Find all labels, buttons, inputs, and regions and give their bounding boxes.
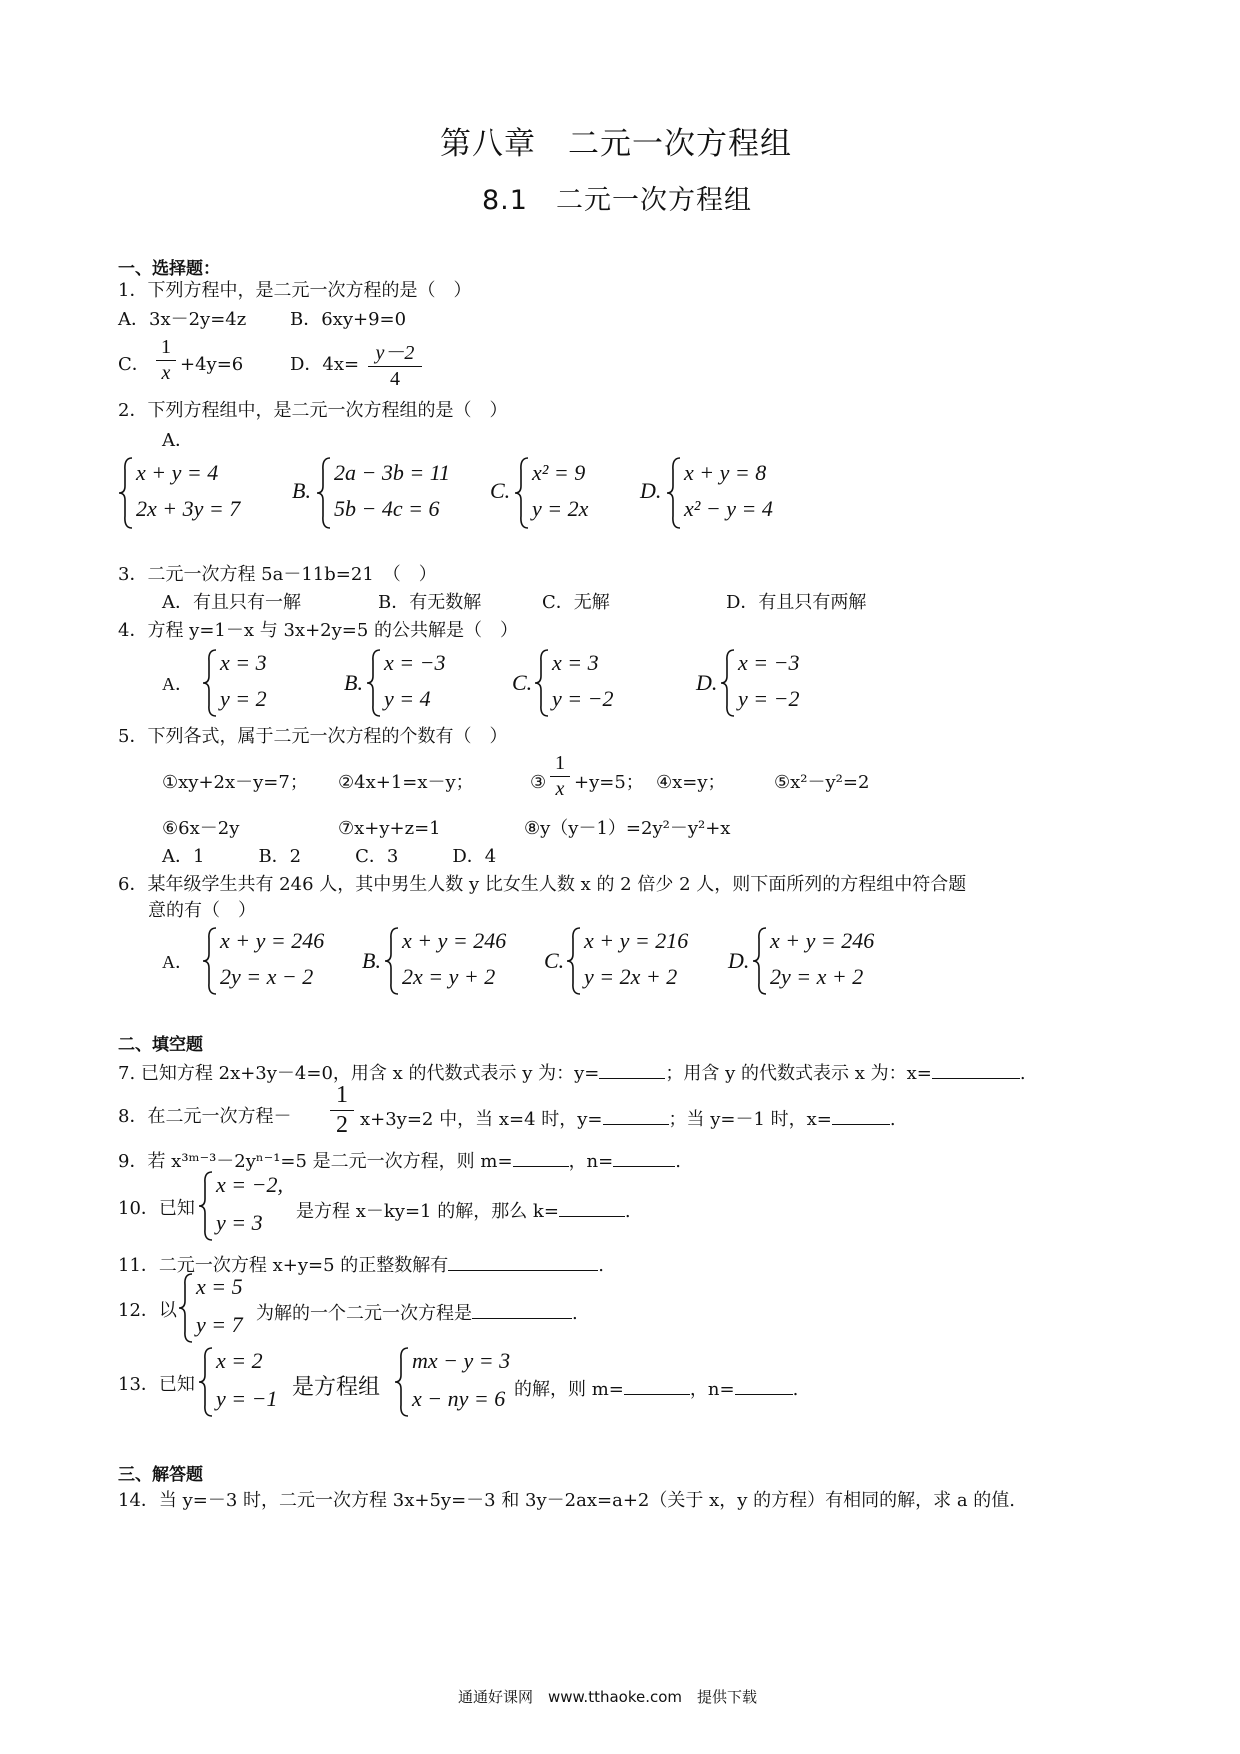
system-label: B.: [344, 670, 363, 695]
q2-system-a: [118, 456, 258, 530]
q4-system-c: [512, 648, 652, 718]
answer-blank[interactable]: [603, 1106, 669, 1125]
fraction-denominator: x: [555, 778, 565, 800]
system-line-1: x + y = 8: [684, 460, 767, 485]
fraction-bar: [550, 776, 570, 777]
system-line-2: y = 2: [220, 686, 267, 711]
q1-option-a: A．3x－2y=4z: [118, 309, 247, 330]
fraction-denominator: x: [161, 362, 171, 384]
brace-icon: [316, 456, 332, 530]
system-line-1: 2a − 3b = 11: [334, 460, 451, 485]
fraction-numerator: 1: [336, 1082, 348, 1108]
brace-icon: [566, 926, 582, 996]
answer-blank[interactable]: [559, 1198, 625, 1217]
system-line-1: x + y = 246: [770, 928, 875, 953]
system-line-2: 2x = y + 2: [402, 964, 496, 989]
system-line-1: x = −3: [738, 650, 800, 675]
page-footer: 通通好课网 www.tthaoke.com 提供下载: [458, 1688, 758, 1706]
q7-text-1: 7. 已知方程 2x+3y－4=0，用含 x 的代数式表示 y 为：y=: [118, 1063, 600, 1084]
q8-fraction: [330, 1082, 354, 1139]
q6-system-c: [544, 926, 714, 996]
brace-icon: [366, 648, 382, 718]
q5-options: A．1 B．2 C．3 D．4: [162, 846, 497, 867]
q10-prefix: 10．已知: [118, 1198, 195, 1219]
q5-item-3-rest: +y=5；: [574, 772, 644, 793]
q12-end: .: [572, 1303, 578, 1324]
q10-rest: [296, 1198, 631, 1223]
q1-option-b: B．6xy+9=0: [290, 309, 407, 330]
answer-blank[interactable]: [599, 1060, 665, 1079]
system-label: D.: [696, 670, 718, 695]
system-line-2: x − ny = 6: [412, 1386, 506, 1411]
q11-text-1: 11．二元一次方程 x+y=5 的正整数解有: [118, 1255, 449, 1276]
q7-text-2: ；用含 y 的代数式表示 x 为：x=: [665, 1063, 932, 1084]
system-label: C.: [512, 670, 533, 695]
q6-system-a: [162, 926, 342, 996]
q5-item-6: ⑥6x－2y: [162, 818, 240, 839]
fraction-numerator: y－2: [375, 342, 415, 364]
system-line-2: y = −2: [738, 686, 800, 711]
system-line-1: x + y = 246: [220, 928, 325, 953]
q13-prefix: 13．已知: [118, 1374, 195, 1395]
q3-stem: 3．二元一次方程 5a－11b=21 （ ）: [118, 564, 437, 585]
q3-option-b: B．有无数解: [378, 592, 482, 613]
chapter-title: 第八章 二元一次方程组: [440, 126, 792, 162]
answer-blank[interactable]: [472, 1300, 572, 1319]
q8-rest: [360, 1106, 896, 1131]
q1-option-c-fraction: [156, 336, 176, 385]
answer-blank[interactable]: [513, 1148, 569, 1167]
q9-text-2: ，n=: [568, 1151, 614, 1172]
q13-system-solution: [198, 1346, 288, 1418]
system-line-1: x = 5: [196, 1274, 243, 1299]
q3-option-c: C．无解: [542, 592, 610, 613]
fraction-denominator: 2: [336, 1112, 348, 1138]
system-line-2: x² − y = 4: [684, 496, 773, 521]
q3-option-a: A．有且只有一解: [162, 592, 301, 613]
q10-end: .: [624, 1201, 631, 1222]
system-line-2: y = −1: [216, 1386, 278, 1411]
system-label: A．: [162, 952, 193, 972]
answer-blank[interactable]: [735, 1376, 793, 1395]
system-line-1: x = 2: [216, 1348, 263, 1373]
q10-text: 是方程 x－ky=1 的解，那么 k=: [296, 1201, 559, 1222]
brace-icon: [752, 926, 768, 996]
answer-blank[interactable]: [448, 1252, 598, 1271]
answer-blank[interactable]: [832, 1106, 890, 1125]
system-line-2: y = −2: [552, 686, 614, 711]
brace-icon: [202, 926, 218, 996]
q13-rest: [514, 1376, 798, 1401]
section-choice-heading: 一、选择题：: [118, 259, 220, 279]
brace-icon: [118, 456, 134, 530]
system-label: C.: [490, 478, 511, 503]
q2-stem: 2．下列方程组中，是二元一次方程组的是（ ）: [118, 400, 508, 421]
system-label: D.: [640, 478, 662, 503]
q1-option-d-label: D．4x=: [290, 354, 360, 375]
system-label: B.: [292, 478, 311, 503]
q7-text-3: .: [1019, 1063, 1026, 1084]
system-line-1: x² = 9: [532, 460, 586, 485]
q13-end: .: [792, 1379, 799, 1400]
q5-item-3-mark: ③: [530, 772, 547, 793]
q1-option-d-fraction: [368, 336, 422, 391]
section-title: 8.1 二元一次方程组: [482, 185, 752, 216]
system-line-1: x = 3: [220, 650, 267, 675]
q5-item-1: ①xy+2x－y=7；: [162, 772, 308, 793]
fraction-denominator: 4: [390, 368, 400, 390]
system-line-1: x + y = 246: [402, 928, 507, 953]
q5-item-7: ⑦x+y+z=1: [338, 818, 441, 839]
q8-text-3: ；当 y=－1 时，x=: [668, 1109, 832, 1130]
fraction-numerator: 1: [161, 336, 171, 358]
q13-text-1: 的解，则 m=: [514, 1379, 624, 1400]
q5-item-4: ④x=y；: [656, 772, 726, 793]
system-line-2: 2y = x + 2: [770, 964, 864, 989]
q13-text-2: ，n=: [689, 1379, 735, 1400]
q2-system-b: [292, 456, 472, 530]
system-line-1: x = −2,: [216, 1172, 283, 1197]
q6-system-d: [728, 926, 908, 996]
answer-blank[interactable]: [624, 1376, 690, 1395]
fraction-bar: [156, 360, 176, 361]
q13-system-equations: [394, 1346, 524, 1418]
q7: [118, 1060, 1026, 1085]
q5-item-3-fraction: [550, 752, 570, 801]
q1-option-c-label: C．: [118, 354, 150, 375]
q12-system: [178, 1272, 258, 1344]
q1-stem: 1．下列方程中，是二元一次方程的是（ ）: [118, 280, 472, 301]
system-line-1: x + y = 4: [136, 460, 219, 485]
q3-option-d: D．有且只有两解: [726, 592, 867, 613]
fraction-bar: [368, 366, 422, 367]
q6-system-b: [362, 926, 532, 996]
system-label: C.: [544, 948, 565, 973]
q12-rest: [256, 1300, 578, 1325]
q5-stem: 5．下列各式，属于二元一次方程的个数有（ ）: [118, 726, 508, 747]
system-line-2: 2y = x − 2: [220, 964, 314, 989]
brace-icon: [178, 1272, 194, 1344]
system-label: A．: [162, 674, 193, 694]
q2-option-a-label: A．: [162, 430, 193, 451]
system-label: D.: [728, 948, 750, 973]
q9-text-1: 9．若 x³ᵐ⁻³－2yⁿ⁻¹=5 是二元一次方程，则 m=: [118, 1151, 513, 1172]
brace-icon: [720, 648, 736, 718]
q8-text-4: .: [889, 1109, 896, 1130]
brace-icon: [514, 456, 530, 530]
system-line-1: x + y = 216: [584, 928, 689, 953]
q1-option-c-rest: +4y=6: [180, 354, 244, 375]
brace-icon: [534, 648, 550, 718]
q6-stem-line-1: 6．某年级学生共有 246 人，其中男生人数 y 比女生人数 x 的 2 倍少 2 人，则下面所列的方程组中符合题: [118, 874, 967, 895]
brace-icon: [394, 1346, 410, 1418]
q11-text-2: .: [598, 1255, 605, 1276]
system-label: B.: [362, 948, 381, 973]
brace-icon: [198, 1346, 214, 1418]
fraction-bar: [330, 1110, 354, 1111]
system-line-2: y = 4: [384, 686, 431, 711]
section-solve-heading: 三、解答题: [118, 1465, 203, 1485]
brace-icon: [202, 648, 218, 718]
brace-icon: [666, 456, 682, 530]
system-line-2: 5b − 4c = 6: [334, 496, 440, 521]
q9-text-3: .: [675, 1151, 681, 1172]
brace-icon: [384, 926, 400, 996]
q8-text-2: x+3y=2 中，当 x=4 时，y=: [360, 1109, 603, 1130]
system-line-2: y = 7: [196, 1312, 243, 1337]
system-line-2: y = 2x + 2: [584, 964, 678, 989]
q13-middle: 是方程组: [292, 1375, 381, 1400]
system-line-2: 2x + 3y = 7: [136, 496, 241, 521]
q2-system-c: [490, 456, 620, 530]
answer-blank[interactable]: [932, 1060, 1020, 1079]
q10-system: [198, 1170, 298, 1242]
q12-prefix: 12．以: [118, 1300, 177, 1321]
system-line-1: mx − y = 3: [412, 1348, 511, 1373]
q5-item-5: ⑤x²－y²=2: [774, 772, 870, 793]
fraction-numerator: 1: [555, 752, 565, 774]
q4-stem: 4．方程 y=1－x 与 3x+2y=5 的公共解是（ ）: [118, 620, 519, 641]
q5-item-8: ⑧y（y－1）=2y²－y²+x: [524, 818, 731, 839]
brace-icon: [198, 1170, 214, 1242]
q8-text-1: 8．在二元一次方程－: [118, 1106, 292, 1127]
q4-system-d: [696, 648, 836, 718]
q12-text: 为解的一个二元一次方程是: [256, 1303, 472, 1324]
q5-item-2: ②4x+1=x－y；: [338, 772, 474, 793]
q14: 14．当 y=－3 时，二元一次方程 3x+5y=－3 和 3y－2ax=a+2（关于 x，y 的方程）有相同的解，求 a 的值.: [118, 1490, 1016, 1511]
system-line-1: x = −3: [384, 650, 446, 675]
system-line-2: y = 3: [216, 1210, 263, 1235]
q4-system-b: [344, 648, 474, 718]
q2-system-d: [640, 456, 800, 530]
q6-stem-line-2: 意的有（ ）: [148, 900, 256, 921]
system-line-1: x = 3: [552, 650, 599, 675]
q4-system-a: [162, 648, 292, 718]
answer-blank[interactable]: [613, 1148, 675, 1167]
system-line-2: y = 2x: [532, 496, 589, 521]
section-fill-heading: 二、填空题: [118, 1035, 203, 1055]
